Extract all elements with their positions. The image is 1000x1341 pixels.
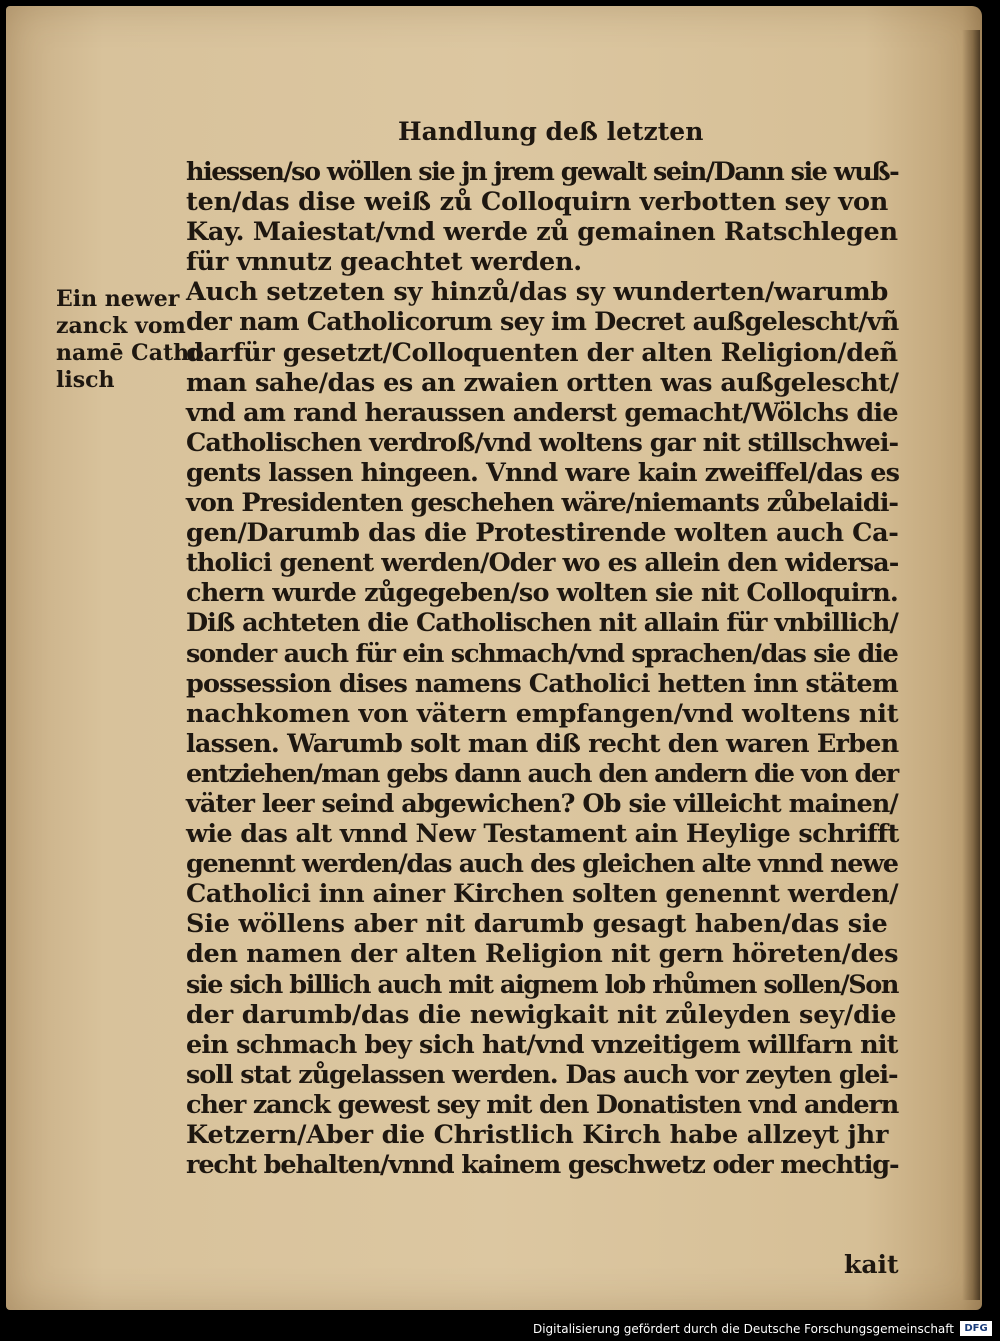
text-line: cher zanck gewest sey mit den Donatisten vnd andern	[186, 1089, 899, 1120]
catchword: kait	[844, 1250, 899, 1279]
page-edge-shadow	[962, 30, 980, 1300]
text-line: väter leer seind abgewichen? Ob sie villeicht mainen/	[186, 788, 898, 819]
text-line: ten/das dise weiß zů Colloquirn verbotten sey von	[186, 187, 889, 218]
text-line: gen/Darumb das die Protestirende wolten auch Ca-	[186, 518, 899, 549]
text-line: lassen. Warumb solt man diß recht den waren Erben	[186, 728, 899, 759]
text-line: vnd am rand heraussen anderst gemacht/Wölchs die	[186, 397, 898, 428]
text-line: Diß achteten die Catholischen nit allain für vnbillich/	[186, 608, 898, 639]
margin-note-line: zanck vom	[56, 313, 186, 339]
text-line: Catholischen verdroß/vnd woltens gar nit stillschwei-	[186, 427, 899, 458]
text-line: Ketzern/Aber die Christlich Kirch habe allzeyt jhr	[186, 1120, 889, 1150]
text-line: soll stat zůgelassen werden. Das auch vor zeyten glei-	[186, 1059, 898, 1090]
dfg-logo: DFG	[960, 1321, 992, 1336]
text-line: darfür gesetzt/Colloquenten der alten Religion/deñ	[186, 337, 898, 368]
text-line: Kay. Maiestat/vnd werde zů gemainen Ratschlegen	[186, 217, 898, 248]
text-line: den namen der alten Religion nit gern höreten/des	[186, 939, 899, 970]
text-line: nachkomen von vätern empfangen/vnd woltens nit	[186, 698, 899, 729]
text-line: wie das alt vnnd New Testament ain Heylige schrifft	[186, 819, 899, 850]
text-line: man sahe/das es an zwaien ortten was außgelescht/	[186, 367, 899, 398]
text-line: genennt werden/das auch des gleichen alte vnnd newe	[186, 849, 898, 880]
text-line: possession dises namens Catholici hetten inn stätem	[186, 668, 898, 699]
footer-bar	[0, 1318, 1000, 1341]
text-line: hiessen/so wöllen sie jn jrem gewalt sein/Dann sie wuß-	[186, 157, 899, 187]
text-line: Sie wöllens aber nit darumb gesagt haben/das sie	[186, 909, 888, 940]
body-text	[186, 157, 906, 1180]
running-head: Handlung deß letzten	[398, 117, 704, 146]
margin-note-line: namē Catho	[56, 340, 204, 366]
text-line: der darumb/das die newigkait nit zůleyden sey/die	[186, 999, 897, 1030]
text-line: von Presidenten geschehen wäre/niemants zůbelaidi-	[186, 488, 899, 519]
margin-note-line: Ein newer	[56, 286, 180, 312]
text-line: Auch setzeten sy hinzů/das sy wunderten/warumb	[186, 277, 889, 308]
text-line: der nam Catholicorum sey im Decret außgelescht/vñ	[186, 307, 899, 338]
text-line: recht behalten/vnnd kainem geschwetz oder mechtig-	[186, 1150, 899, 1181]
text-line: tholici genent werden/Oder wo es allein den widersa-	[186, 548, 899, 579]
text-line: chern wurde zůgegeben/so wolten sie nit Colloquirn.	[186, 578, 898, 609]
text-line: Catholici inn ainer Kirchen solten genennt werden/	[186, 879, 899, 910]
margin-note	[56, 286, 204, 394]
margin-note-line: lisch	[56, 367, 115, 393]
text-line: gents lassen hingeen. Vnnd ware kain zweiffel/das es	[186, 457, 900, 488]
funding-notice: Digitalisierung gefördert durch die Deutsche Forschungsgemeinschaft	[532, 1322, 954, 1336]
text-line: sonder auch für ein schmach/vnd sprachen/das sie die	[186, 638, 898, 669]
text-line: sie sich billich auch mit aignem lob rhůmen sollen/Son	[186, 969, 898, 1000]
text-line: entziehen/man gebs dann auch den andern die von der	[186, 758, 898, 789]
text-line: für vnnutz geachtet werden.	[186, 247, 582, 278]
text-line: ein schmach bey sich hat/vnd vnzeitigem willfarn nit	[186, 1029, 898, 1060]
